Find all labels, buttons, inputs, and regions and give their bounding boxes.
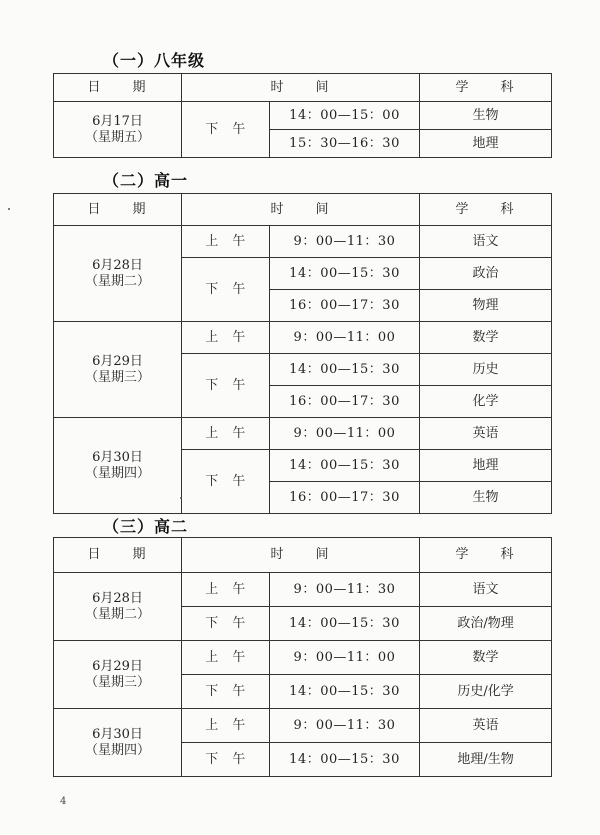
period-cell: 下 午 [182, 354, 270, 418]
subject-cell: 地理/生物 [420, 743, 552, 777]
time-cell: 15：30—16：30 [270, 130, 420, 158]
period-cell: 上 午 [182, 709, 270, 743]
date-cell [54, 226, 182, 322]
period-cell: 上 午 [182, 226, 270, 258]
period-cell: 上 午 [182, 418, 270, 450]
date-cell [54, 641, 182, 709]
time-cell: 14：00—15：30 [270, 354, 420, 386]
header-time: 时 间 [182, 194, 420, 226]
header-date: 日 期 [54, 74, 182, 102]
time-cell: 9：00—11：00 [270, 322, 420, 354]
time-cell: 9：00—11：30 [270, 709, 420, 743]
period-cell: 下 午 [182, 607, 270, 641]
period-cell: 下 午 [182, 450, 270, 514]
header-date: 日 期 [54, 194, 182, 226]
section-title-grade8: （一）八年级 [103, 51, 206, 70]
header-subject: 学 科 [420, 194, 552, 226]
period-cell: 上 午 [182, 573, 270, 607]
subject-cell: 语文 [420, 226, 552, 258]
time-cell: 14：00—15：00 [270, 102, 420, 130]
time-cell: 14：00—15：30 [270, 675, 420, 709]
page-number: 4 [60, 796, 67, 807]
time-cell: 14：00—15：30 [270, 743, 420, 777]
subject-cell: 物理 [420, 290, 552, 322]
subject-cell: 历史/化学 [420, 675, 552, 709]
date-text: 6月17日 [92, 113, 143, 129]
table-row [54, 709, 552, 743]
table-row [54, 641, 552, 675]
subject-cell: 语文 [420, 573, 552, 607]
weekday-text: （星期五） [84, 129, 150, 145]
period-cell: 上 午 [182, 322, 270, 354]
table-row [54, 226, 552, 258]
time-cell: 14：00—15：30 [270, 450, 420, 482]
schedule-table-senior2 [53, 537, 552, 777]
subject-cell: 数学 [420, 641, 552, 675]
period-cell: 下 午 [182, 675, 270, 709]
scan-speck [8, 208, 10, 210]
header-subject: 学 科 [420, 74, 552, 102]
period-cell: 下 午 [182, 743, 270, 777]
weekday-text: （星期四） [84, 465, 150, 481]
subject-cell: 英语 [420, 709, 552, 743]
period-cell: 下 午 [182, 102, 270, 158]
subject-cell: 生物 [420, 482, 552, 514]
time-cell: 16：00—17：30 [270, 290, 420, 322]
weekday-text: （星期四） [84, 742, 150, 758]
period-cell: 上 午 [182, 641, 270, 675]
weekday-text: （星期二） [84, 273, 150, 289]
table-header-row [54, 74, 552, 102]
schedule-table-grade8 [53, 73, 552, 158]
header-time: 时 间 [182, 538, 420, 573]
time-cell: 16：00—17：30 [270, 386, 420, 418]
time-cell: 14：00—15：30 [270, 607, 420, 641]
table-row [54, 102, 552, 130]
table-row [54, 573, 552, 607]
weekday-text: （星期二） [84, 606, 150, 622]
header-time: 时 间 [182, 74, 420, 102]
weekday-text: （星期三） [84, 674, 150, 690]
table-header-row [54, 194, 552, 226]
section-title-senior2: （三）高二 [103, 517, 189, 536]
subject-cell: 地理 [420, 130, 552, 158]
time-cell: 9：00—11：00 [270, 641, 420, 675]
subject-cell: 政治 [420, 258, 552, 290]
subject-cell: 生物 [420, 102, 552, 130]
date-text: 6月28日 [92, 257, 143, 273]
weekday-text: （星期三） [84, 369, 150, 385]
table-row [54, 322, 552, 354]
date-text: 6月29日 [92, 658, 143, 674]
subject-cell: 英语 [420, 418, 552, 450]
date-text: 6月30日 [92, 449, 143, 465]
scan-speck [180, 497, 182, 499]
time-cell: 9：00—11：30 [270, 226, 420, 258]
header-date: 日 期 [54, 538, 182, 573]
table-row [54, 418, 552, 450]
subject-cell: 历史 [420, 354, 552, 386]
section-title-senior1: （二）高一 [103, 171, 189, 190]
date-cell [54, 322, 182, 418]
subject-cell: 数学 [420, 322, 552, 354]
time-cell: 9：00—11：30 [270, 573, 420, 607]
table-header-row [54, 538, 552, 573]
subject-cell: 政治/物理 [420, 607, 552, 641]
time-cell: 9：00—11：00 [270, 418, 420, 450]
date-cell [54, 573, 182, 641]
subject-cell: 地理 [420, 450, 552, 482]
period-cell: 下 午 [182, 258, 270, 322]
date-text: 6月29日 [92, 353, 143, 369]
time-cell: 16：00—17：30 [270, 482, 420, 514]
date-cell [54, 102, 182, 158]
date-cell [54, 709, 182, 777]
subject-cell: 化学 [420, 386, 552, 418]
header-subject: 学 科 [420, 538, 552, 573]
time-cell: 14：00—15：30 [270, 258, 420, 290]
date-text: 6月30日 [92, 726, 143, 742]
date-text: 6月28日 [92, 590, 143, 606]
schedule-table-senior1 [53, 193, 552, 514]
date-cell [54, 418, 182, 514]
